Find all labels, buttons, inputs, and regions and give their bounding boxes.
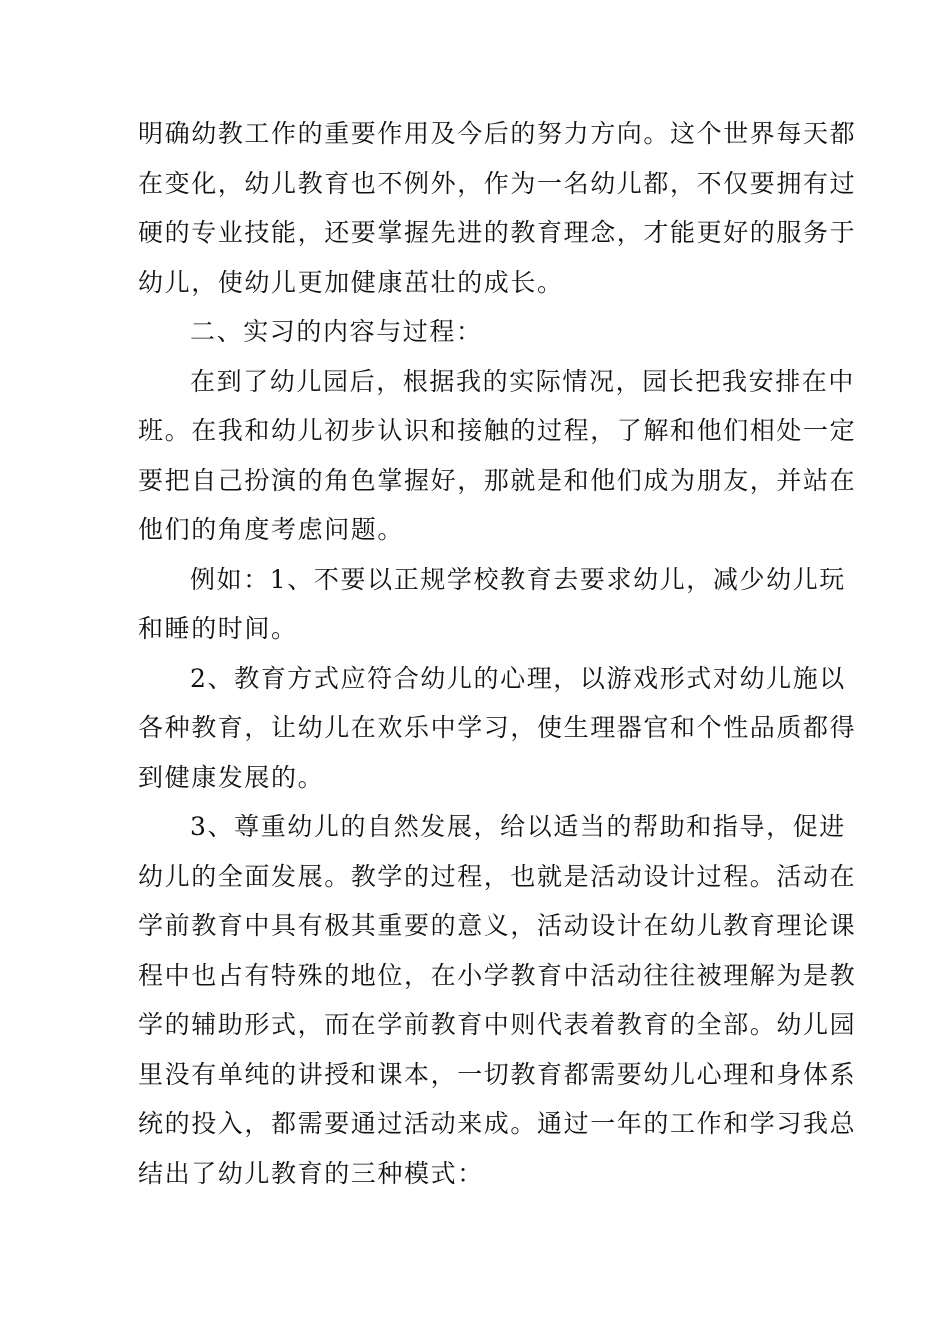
text-line: 班。在我和幼儿初步认识和接触的过程，了解和他们相处一定	[138, 416, 857, 445]
text-line: 统的投入，都需要通过活动来成。通过一年的工作和学习我总	[138, 1109, 857, 1138]
text-line: 和睡的时间。	[138, 614, 298, 643]
text-line: 幼儿的全面发展。教学的过程，也就是活动设计过程。活动在	[138, 862, 857, 891]
text-line: 到健康发展的。	[138, 763, 325, 792]
text-line: 学前教育中具有极其重要的意义，活动设计在幼儿教育理论课	[138, 911, 857, 940]
text-line: 在到了幼儿园后，根据我的实际情况，园长把我安排在中	[190, 367, 856, 396]
text-line: 结出了幼儿教育的三种模式：	[138, 1159, 484, 1188]
text-line: 在变化，幼儿教育也不例外，作为一名幼儿都，不仅要拥有过	[138, 169, 857, 198]
text-line: 2、教育方式应符合幼儿的心理，以游戏形式对幼儿施以	[190, 664, 846, 693]
text-line: 学的辅助形式，而在学前教育中则代表着教育的全部。幼儿园	[138, 1010, 857, 1039]
text-line: 例如：1、不要以正规学校教育去要求幼儿，减少幼儿玩	[190, 565, 846, 594]
text-line: 他们的角度考虑问题。	[138, 515, 405, 544]
section-heading: 二、实习的内容与过程：	[190, 317, 483, 346]
text-line: 要把自己扮演的角色掌握好，那就是和他们成为朋友，并站在	[138, 466, 857, 495]
text-line: 里没有单纯的讲授和课本，一切教育都需要幼儿心理和身体系	[138, 1060, 857, 1089]
text-line: 明确幼教工作的重要作用及今后的努力方向。这个世界每天都	[138, 119, 857, 148]
text-line: 幼儿，使幼儿更加健康茁壮的成长。	[138, 268, 564, 297]
text-line: 程中也占有特殊的地位，在小学教育中活动往往被理解为是教	[138, 961, 857, 990]
text-line: 各种教育，让幼儿在欢乐中学习，使生理器官和个性品质都得	[138, 713, 857, 742]
text-line: 3、尊重幼儿的自然发展，给以适当的帮助和指导，促进	[190, 812, 846, 841]
text-line: 硬的专业技能，还要掌握先进的教育理念，才能更好的服务于	[138, 218, 857, 247]
